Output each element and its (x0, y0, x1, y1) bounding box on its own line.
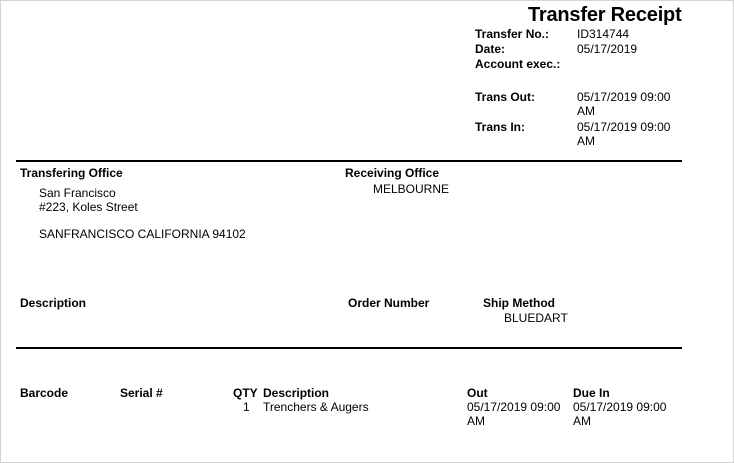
col-header-out: Out (467, 386, 488, 400)
order-number-label: Order Number (348, 296, 430, 310)
transfering-office-line3: SANFRANCISCO CALIFORNIA 94102 (39, 227, 246, 241)
col-header-barcode: Barcode (20, 386, 69, 400)
transfer-no-label: Transfer No.: (475, 27, 550, 41)
transfering-office-line2: #223, Koles Street (39, 200, 138, 214)
item-qty: 1 (243, 400, 250, 414)
trans-in-value: 05/17/2019 09:00 AM (577, 120, 671, 148)
col-header-serial: Serial # (120, 386, 163, 400)
col-header-due-in: Due In (573, 386, 610, 400)
divider-top (16, 160, 682, 162)
account-exec-label: Account exec.: (475, 57, 561, 71)
item-due-in: 05/17/2019 09:00 AM (573, 400, 667, 428)
receiving-office-value: MELBOURNE (373, 182, 450, 196)
col-header-qty: QTY (233, 386, 258, 400)
transfer-no-value: ID314744 (577, 27, 630, 41)
trans-out-label: Trans Out: (475, 90, 536, 104)
description-label: Description (20, 296, 87, 310)
trans-in-label: Trans In: (475, 120, 526, 134)
date-value: 05/17/2019 (577, 42, 638, 56)
ship-method-value: BLUEDART (504, 311, 568, 325)
page-title: Transfer Receipt (528, 4, 682, 26)
item-out: 05/17/2019 09:00 AM (467, 400, 561, 428)
transfering-office-label: Transfering Office (20, 166, 123, 180)
divider-items (16, 347, 682, 349)
transfering-office-line1: San Francisco (39, 186, 116, 200)
receiving-office-label: Receiving Office (345, 166, 440, 180)
ship-method-label: Ship Method (483, 296, 555, 310)
col-header-description: Description (263, 386, 330, 400)
date-label: Date: (475, 42, 506, 56)
trans-out-value: 05/17/2019 09:00 AM (577, 90, 671, 118)
item-description: Trenchers & Augers (263, 400, 369, 414)
